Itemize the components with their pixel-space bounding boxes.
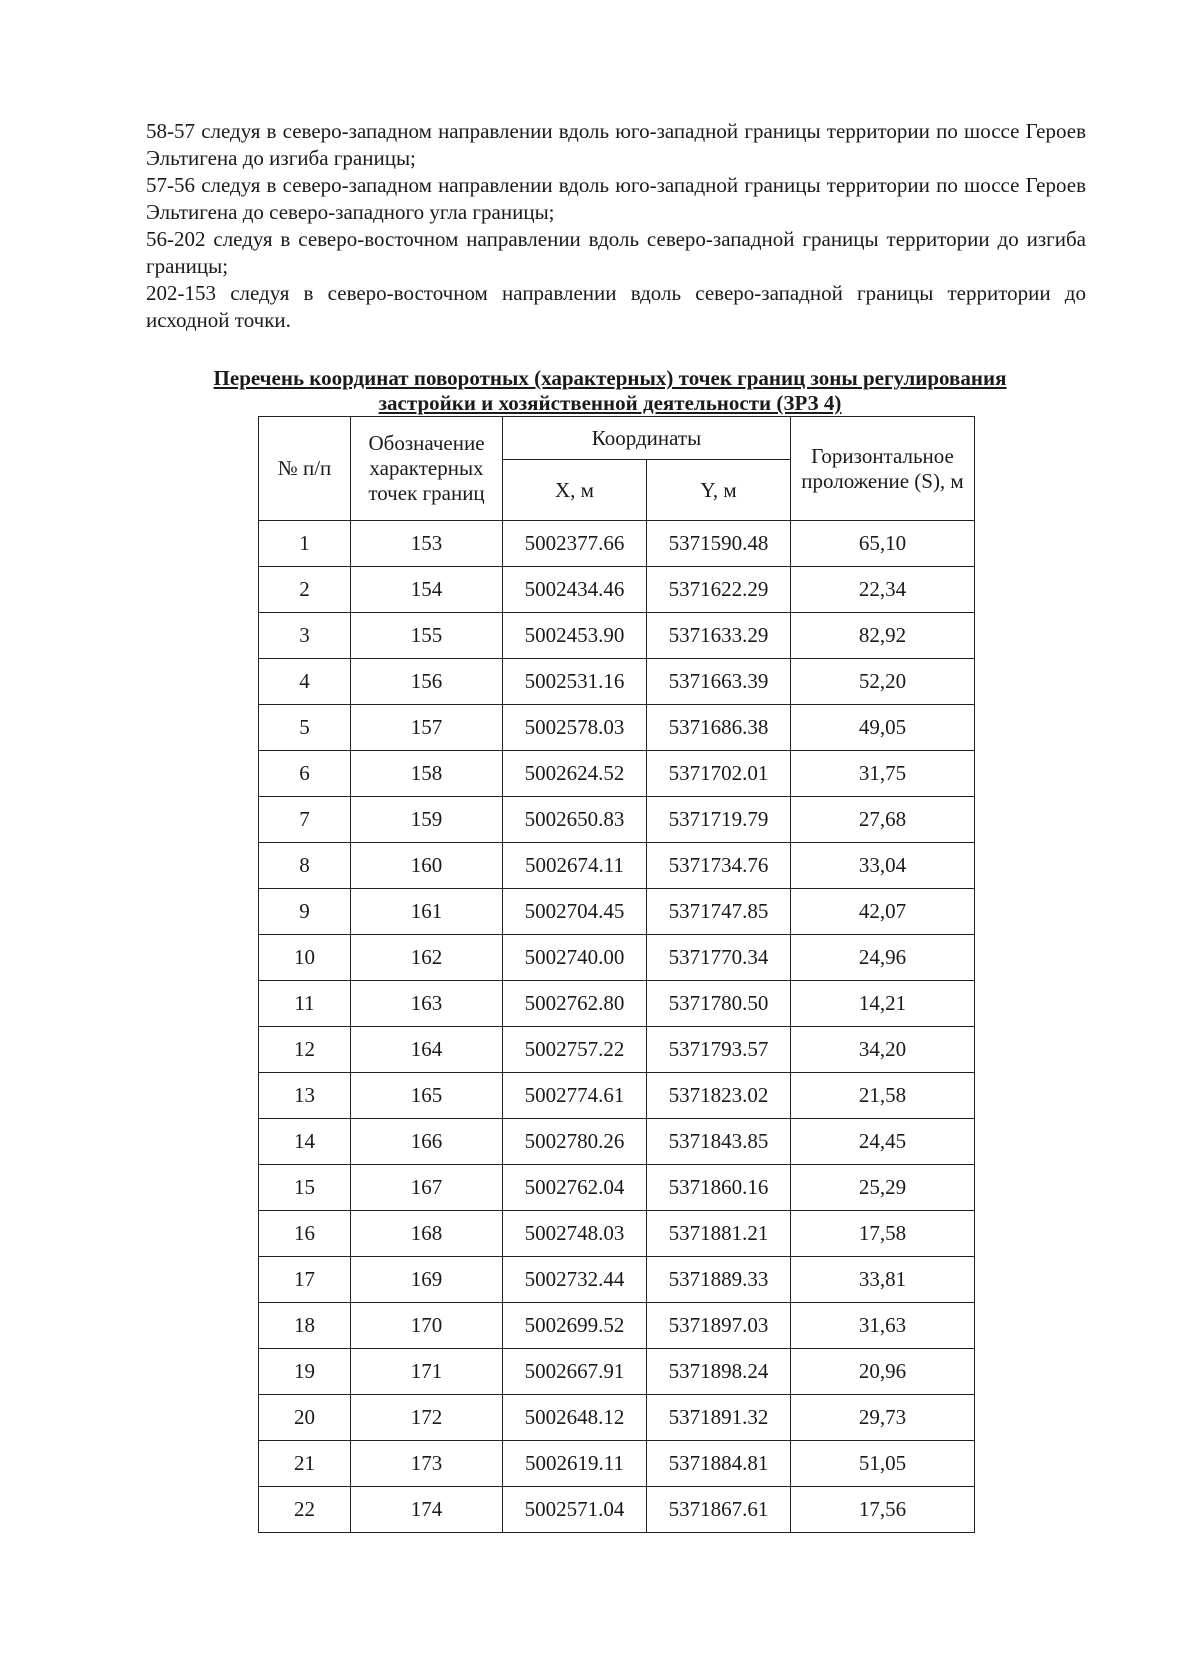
table-row <box>259 1441 975 1487</box>
cell-point: 167 <box>351 1165 503 1211</box>
table-row <box>259 935 975 981</box>
cell-point: 158 <box>351 751 503 797</box>
table-row <box>259 1119 975 1165</box>
cell-y: 5371881.21 <box>647 1211 791 1257</box>
cell-distance: 24,96 <box>791 935 975 981</box>
table-row <box>259 659 975 705</box>
cell-x: 5002531.16 <box>503 659 647 705</box>
cell-y: 5371734.76 <box>647 843 791 889</box>
cell-x: 5002748.03 <box>503 1211 647 1257</box>
cell-x: 5002699.52 <box>503 1303 647 1349</box>
cell-point: 162 <box>351 935 503 981</box>
cell-y: 5371823.02 <box>647 1073 791 1119</box>
cell-number: 4 <box>259 659 351 705</box>
cell-distance: 65,10 <box>791 521 975 567</box>
cell-y: 5371663.39 <box>647 659 791 705</box>
cell-y: 5371860.16 <box>647 1165 791 1211</box>
cell-distance: 25,29 <box>791 1165 975 1211</box>
cell-point: 170 <box>351 1303 503 1349</box>
cell-distance: 29,73 <box>791 1395 975 1441</box>
cell-distance: 33,81 <box>791 1257 975 1303</box>
cell-y: 5371686.38 <box>647 705 791 751</box>
cell-y: 5371884.81 <box>647 1441 791 1487</box>
table-row <box>259 567 975 613</box>
boundary-paragraph: 56-202 следуя в северо-восточном направлении вдоль северо-западной границы территории до изгиба границы; <box>146 227 1086 278</box>
cell-number: 11 <box>259 981 351 1027</box>
cell-y: 5371702.01 <box>647 751 791 797</box>
cell-y: 5371898.24 <box>647 1349 791 1395</box>
cell-number: 13 <box>259 1073 351 1119</box>
cell-distance: 27,68 <box>791 797 975 843</box>
cell-point: 153 <box>351 521 503 567</box>
cell-x: 5002774.61 <box>503 1073 647 1119</box>
cell-number: 21 <box>259 1441 351 1487</box>
cell-y: 5371867.61 <box>647 1487 791 1533</box>
cell-number: 22 <box>259 1487 351 1533</box>
cell-y: 5371633.29 <box>647 613 791 659</box>
cell-number: 12 <box>259 1027 351 1073</box>
cell-number: 19 <box>259 1349 351 1395</box>
table-header-row <box>259 417 975 460</box>
cell-x: 5002740.00 <box>503 935 647 981</box>
cell-x: 5002674.11 <box>503 843 647 889</box>
cell-distance: 24,45 <box>791 1119 975 1165</box>
cell-number: 5 <box>259 705 351 751</box>
table-row <box>259 751 975 797</box>
cell-y: 5371843.85 <box>647 1119 791 1165</box>
table-body <box>259 521 975 1533</box>
cell-x: 5002624.52 <box>503 751 647 797</box>
cell-point: 154 <box>351 567 503 613</box>
cell-y: 5371622.29 <box>647 567 791 613</box>
cell-number: 15 <box>259 1165 351 1211</box>
cell-point: 163 <box>351 981 503 1027</box>
cell-number: 18 <box>259 1303 351 1349</box>
cell-distance: 22,34 <box>791 567 975 613</box>
cell-distance: 31,63 <box>791 1303 975 1349</box>
cell-x: 5002762.04 <box>503 1165 647 1211</box>
cell-point: 164 <box>351 1027 503 1073</box>
cell-number: 7 <box>259 797 351 843</box>
cell-distance: 20,96 <box>791 1349 975 1395</box>
cell-y: 5371747.85 <box>647 889 791 935</box>
header-coordinates: Координаты <box>503 417 791 460</box>
table-row <box>259 889 975 935</box>
header-number: № п/п <box>259 417 351 521</box>
cell-x: 5002650.83 <box>503 797 647 843</box>
table-row <box>259 613 975 659</box>
cell-distance: 21,58 <box>791 1073 975 1119</box>
cell-point: 173 <box>351 1441 503 1487</box>
cell-x: 5002667.91 <box>503 1349 647 1395</box>
cell-y: 5371770.34 <box>647 935 791 981</box>
cell-x: 5002377.66 <box>503 521 647 567</box>
table-row <box>259 797 975 843</box>
cell-distance: 51,05 <box>791 1441 975 1487</box>
cell-y: 5371793.57 <box>647 1027 791 1073</box>
table-row <box>259 1395 975 1441</box>
header-x: X, м <box>503 460 647 521</box>
table-row <box>259 1211 975 1257</box>
cell-distance: 34,20 <box>791 1027 975 1073</box>
cell-distance: 33,04 <box>791 843 975 889</box>
boundary-paragraph: 202-153 следуя в северо-восточном направлении вдоль северо-западной границы территории до исходной точки. <box>146 281 1086 332</box>
cell-point: 157 <box>351 705 503 751</box>
cell-y: 5371780.50 <box>647 981 791 1027</box>
table-title <box>160 366 1060 416</box>
header-distance: Горизонтальное проложение (S), м <box>791 417 975 521</box>
cell-number: 2 <box>259 567 351 613</box>
cell-number: 6 <box>259 751 351 797</box>
table-row <box>259 1303 975 1349</box>
header-y: Y, м <box>647 460 791 521</box>
table-row <box>259 1487 975 1533</box>
boundary-paragraph: 58-57 следуя в северо-западном направлении вдоль юго-западной границы территории по шоссе Героев Эльтигена до изгиба границы; <box>146 119 1086 170</box>
cell-number: 20 <box>259 1395 351 1441</box>
cell-distance: 31,75 <box>791 751 975 797</box>
cell-number: 16 <box>259 1211 351 1257</box>
header-designation: Обозначение характерных точек границ <box>351 417 503 521</box>
table-title-line: Перечень координат поворотных (характерных) точек границ зоны регулирования <box>213 366 1007 390</box>
cell-point: 160 <box>351 843 503 889</box>
cell-x: 5002619.11 <box>503 1441 647 1487</box>
cell-y: 5371719.79 <box>647 797 791 843</box>
cell-distance: 52,20 <box>791 659 975 705</box>
table-row <box>259 1257 975 1303</box>
boundary-description <box>146 118 1086 334</box>
cell-number: 8 <box>259 843 351 889</box>
cell-point: 171 <box>351 1349 503 1395</box>
table-row <box>259 1349 975 1395</box>
table-row <box>259 521 975 567</box>
cell-distance: 42,07 <box>791 889 975 935</box>
table-row <box>259 1027 975 1073</box>
coordinates-table <box>258 416 975 1533</box>
cell-distance: 49,05 <box>791 705 975 751</box>
cell-x: 5002434.46 <box>503 567 647 613</box>
table-row <box>259 981 975 1027</box>
cell-number: 1 <box>259 521 351 567</box>
cell-point: 174 <box>351 1487 503 1533</box>
cell-number: 9 <box>259 889 351 935</box>
boundary-paragraph: 57-56 следуя в северо-западном направлении вдоль юго-западной границы территории по шоссе Героев Эльтигена до северо-западного угла границы; <box>146 173 1086 224</box>
cell-y: 5371897.03 <box>647 1303 791 1349</box>
cell-point: 172 <box>351 1395 503 1441</box>
cell-y: 5371590.48 <box>647 521 791 567</box>
cell-point: 161 <box>351 889 503 935</box>
cell-x: 5002571.04 <box>503 1487 647 1533</box>
cell-distance: 17,58 <box>791 1211 975 1257</box>
cell-x: 5002704.45 <box>503 889 647 935</box>
table-row <box>259 1073 975 1119</box>
cell-point: 156 <box>351 659 503 705</box>
cell-point: 165 <box>351 1073 503 1119</box>
cell-point: 155 <box>351 613 503 659</box>
table-row <box>259 843 975 889</box>
table-row <box>259 1165 975 1211</box>
cell-distance: 14,21 <box>791 981 975 1027</box>
cell-distance: 82,92 <box>791 613 975 659</box>
cell-x: 5002762.80 <box>503 981 647 1027</box>
cell-x: 5002757.22 <box>503 1027 647 1073</box>
cell-point: 159 <box>351 797 503 843</box>
cell-x: 5002648.12 <box>503 1395 647 1441</box>
cell-number: 3 <box>259 613 351 659</box>
table-title-line: застройки и хозяйственной деятельности (ЗРЗ 4) <box>378 391 842 415</box>
cell-y: 5371891.32 <box>647 1395 791 1441</box>
cell-point: 169 <box>351 1257 503 1303</box>
cell-x: 5002780.26 <box>503 1119 647 1165</box>
cell-point: 166 <box>351 1119 503 1165</box>
cell-distance: 17,56 <box>791 1487 975 1533</box>
cell-number: 10 <box>259 935 351 981</box>
table-row <box>259 705 975 751</box>
cell-number: 14 <box>259 1119 351 1165</box>
cell-y: 5371889.33 <box>647 1257 791 1303</box>
cell-x: 5002732.44 <box>503 1257 647 1303</box>
cell-point: 168 <box>351 1211 503 1257</box>
cell-x: 5002578.03 <box>503 705 647 751</box>
cell-x: 5002453.90 <box>503 613 647 659</box>
cell-number: 17 <box>259 1257 351 1303</box>
